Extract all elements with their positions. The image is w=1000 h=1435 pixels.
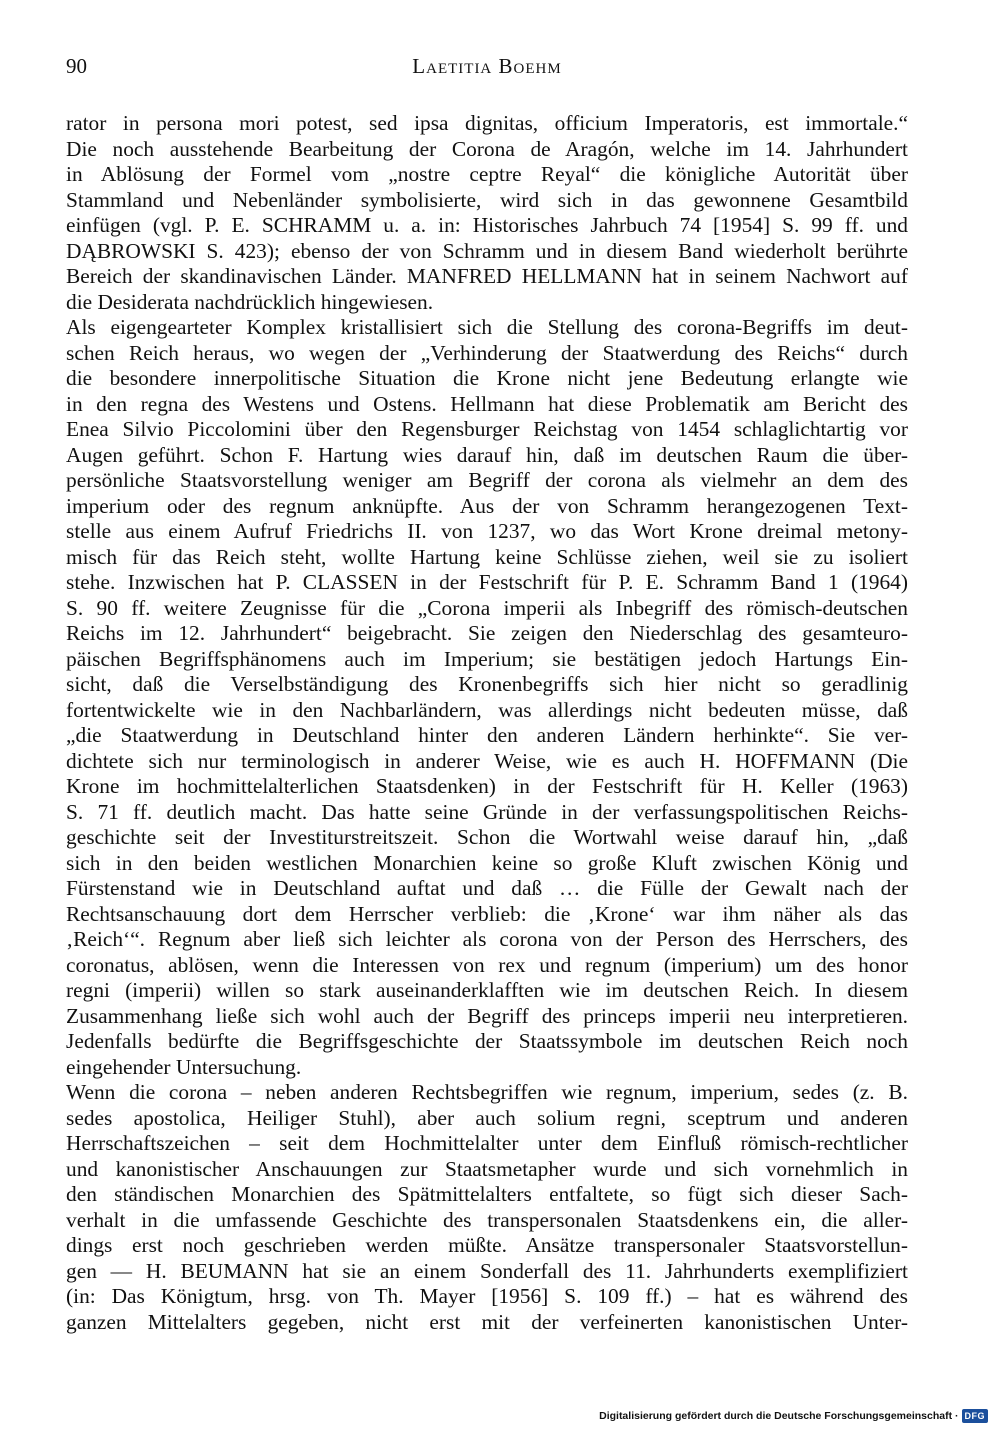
text-line: Jedenfalls bedürfte die Begriffsgeschichte der Staatssymbole im deutschen Reich noch: [66, 1029, 908, 1053]
text-line: Stammland und Nebenländer symbolisierte, wird sich in das gewonnene Gesamtbild: [66, 187, 908, 212]
text-line: Rechtsanschauung dort dem Herrscher verblieb: die ‚Krone‘ war ihm näher als das: [66, 901, 908, 926]
digitization-footer: [599, 1407, 988, 1425]
page-header: [66, 54, 908, 86]
text-line: stehe. Inzwischen hat P. CLASSEN in der Festschrift für P. E. Schramm Band 1 (1964): [66, 570, 908, 594]
text-line: imperium oder des regnum anknüpfte. Aus der von Schramm herangezogenen Text-: [66, 493, 908, 518]
page-number: 90: [66, 54, 87, 78]
text-line: verhalt in die umfassende Geschichte des transpersonalen Staatsdenkens ein, die aller-: [66, 1207, 908, 1232]
text-line: Enea Silvio Piccolomini über den Regensburger Reichstag von 1454 schlaglichtartig vor: [66, 417, 908, 441]
running-head: Laetitia Boehm: [412, 54, 562, 78]
text-line: die Desiderata nachdrücklich hingewiesen.: [66, 289, 434, 314]
text-line: sich in den beiden westlichen Monarchien keine so große Kluft zwischen König und: [66, 850, 908, 875]
text-line: misch für das Reich steht, wollte Hartung keine Schlüsse ziehen, weil sie zu isoliert: [66, 544, 908, 569]
text-line: S. 90 ff. weitere Zeugnisse für die „Corona imperii als Inbegriff des römisch-deutschen: [66, 595, 908, 620]
text-line: Als eigengearteter Komplex kristallisiert sich die Stellung des corona-Begriffs im deut-: [66, 315, 908, 339]
text-line: persönliche Staatsvorstellung weniger am Begriff der corona als vielmehr an dem des: [66, 468, 908, 492]
text-line: regni (imperii) willen so stark auseinanderklafften wie im deutschen Reich. In diesem: [66, 978, 908, 1002]
text-line: einfügen (vgl. P. E. SCHRAMM u. a. in: Historisches Jahrbuch 74 [1954] S. 99 ff. und: [66, 213, 908, 237]
text-line: und kanonistischer Anschauungen zur Staatsmetapher wurde und sich vornehmlich in: [66, 1156, 908, 1181]
text-line: ganzen Mittelalters gegeben, nicht erst mit der verfeinerten kanonistischen Unter-: [66, 1309, 908, 1334]
text-line: Augen geführt. Schon F. Hartung wies darauf hin, daß im deutschen Raum die über-: [66, 442, 908, 467]
dfg-logo-icon: DFG: [962, 1409, 989, 1423]
text-line: schen Reich heraus, wo wegen der „Verhinderung der Staatwerdung des Reichs“ durch: [66, 340, 908, 365]
text-line: päischen Begriffsphänomens auch im Imperium; sie bestätigen jedoch Hartungs Ein-: [66, 646, 908, 671]
text-line: (in: Das Königtum, hrsg. von Th. Mayer [1956] S. 109 ff.) – hat es während des: [66, 1284, 908, 1308]
text-line: Krone im hochmittelalterlichen Staatsdenken) in der Festschrift für H. Keller (1963): [66, 774, 908, 798]
text-line: gen — H. BEUMANN hat sie an einem Sonderfall des 11. Jahrhunderts exemplifiziert: [66, 1258, 908, 1283]
text-line: ‚Reich‘“. Regnum aber ließ sich leichter als corona von der Person des Herrschers, des: [66, 927, 908, 951]
text-line: Bereich der skandinavischen Länder. MANFRED HELLMANN hat in seinem Nachwort auf: [66, 264, 908, 288]
text-line: eingehender Untersuchung.: [66, 1054, 302, 1079]
text-line: Zusammenhang ließe sich wohl auch der Begriff des princeps imperii neu interpretieren.: [66, 1003, 908, 1028]
text-line: in den regna des Westens und Ostens. Hellmann hat diese Problematik am Bericht des: [66, 391, 908, 416]
text-line: dings erst noch geschrieben werden müßte. Ansätze transpersonaler Staatsvorstellun-: [66, 1233, 908, 1257]
text-line: Die noch ausstehende Bearbeitung der Corona de Aragón, welche im 14. Jahrhundert: [66, 136, 908, 161]
text-line: die besondere innerpolitische Situation die Krone nicht jene Bedeutung erlangte wie: [66, 366, 908, 390]
text-line: coronatus, ablösen, wenn die Interessen von rex und regnum (imperium) um des honor: [66, 952, 908, 977]
text-line: fortentwickelte wie in den Nachbarländern, was allerdings nicht bedeuten müsse, daß: [66, 697, 908, 722]
body-text: [66, 111, 908, 1335]
text-line: Herrschaftszeichen – seit dem Hochmittelalter unter dem Einfluß römisch-rechtlicher: [66, 1131, 908, 1155]
footer-text: Digitalisierung gefördert durch die Deutsche Forschungsgemeinschaft ·: [599, 1410, 959, 1422]
text-line: Fürstenstand wie in Deutschland auftat und daß … die Fülle der Gewalt nach der: [66, 876, 908, 900]
text-line: geschichte seit der Investiturstreitszeit. Schon die Wortwahl weise darauf hin, „daß: [66, 825, 908, 849]
text-line: stelle aus einem Aufruf Friedrichs II. von 1237, wo das Wort Krone dreimal metony-: [66, 519, 908, 543]
text-line: sicht, daß die Verselbständigung des Kronenbegriffs sich hier nicht so geradlinig: [66, 672, 908, 696]
text-line: in Ablösung der Formel vom „nostre ceptre Reyal“ die königliche Autorität über: [66, 162, 908, 186]
text-line: S. 71 ff. deutlich macht. Das hatte seine Gründe in der verfassungspolitischen Reichs-: [66, 799, 908, 824]
text-line: dichtete sich nur terminologisch in anderer Weise, wie es auch H. HOFFMANN (Die: [66, 748, 908, 773]
text-line: Wenn die corona – neben anderen Rechtsbegriffen wie regnum, imperium, sedes (z. B.: [66, 1080, 908, 1104]
text-line: DĄBROWSKI S. 423); ebenso der von Schramm und in diesem Band wiederholt berührte: [66, 238, 908, 263]
text-line: den ständischen Monarchien des Spätmittelalters entfaltete, so fügt sich dieser Sach-: [66, 1182, 908, 1206]
text-line: Reichs im 12. Jahrhundert“ beigebracht. Sie zeigen den Niederschlag des gesamteuro-: [66, 621, 908, 645]
text-line: rator in persona mori potest, sed ipsa dignitas, officium Imperatoris, est immortale.“: [66, 111, 908, 135]
text-line: sedes apostolica, Heiliger Stuhl), aber auch solium regni, sceptrum und anderen: [66, 1105, 908, 1130]
text-line: „die Staatwerdung in Deutschland hinter den anderen Ländern herhinkte“. Sie ver-: [66, 723, 908, 747]
